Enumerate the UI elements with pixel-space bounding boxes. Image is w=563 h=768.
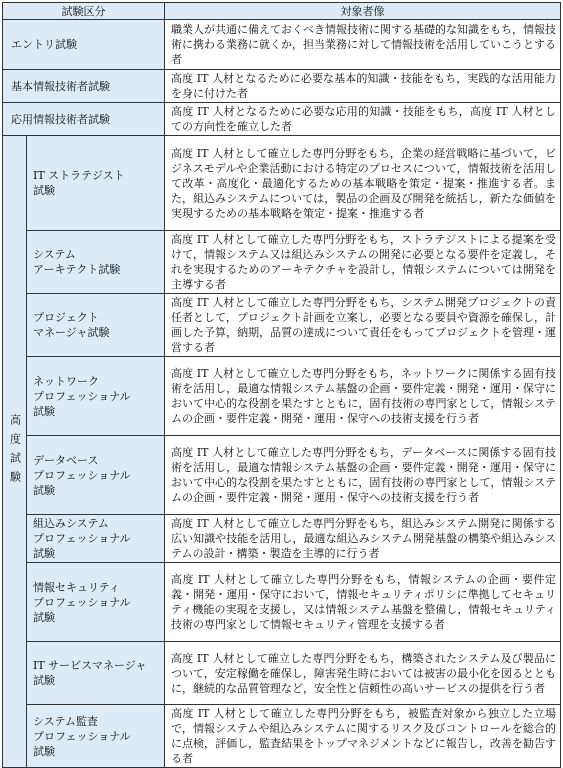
table-row	[3, 20, 561, 70]
exam-description: 高度 IT 人材となるために必要な応用的知識・技能をもち，高度 IT 人材としての方向性を確立した者	[165, 103, 561, 136]
exam-label: 基本情報技術者試験	[3, 70, 165, 103]
advanced-group-label: 高度試験	[3, 136, 27, 768]
table-row	[3, 70, 561, 103]
exam-category-table	[2, 2, 561, 768]
header-target: 対象者像	[165, 3, 561, 20]
exam-description: 高度 IT 人材として確立した専門分野をもち，ネットワークに関係する固有技術を活用し，最適な情報システム基盤の企画・要件定義・開発・運用・保守において中心的な役割を果たすとともに，固有技術の専門家として，情報システムの企画・要件定義・開発・運用・保守への技術支援を行う者	[165, 357, 561, 436]
exam-label: ネットワーク プロフェッショナル 試験	[27, 357, 165, 436]
table-row	[3, 136, 561, 231]
exam-description: 高度 IT 人材として確立した専門分野をもち，システム開発プロジェクトの責任者として，プロジェクト計画を立案し，必要となる要員や資源を確保し，計画した予算，納期，品質の達成について責任をもってプロジェクトを管理・運営する者	[165, 294, 561, 357]
exam-description: 職業人が共通に備えておくべき情報技術に関する基礎的な知識をもち，情報技術に携わる業務に就くか，担当業務に対して情報技術を活用していこうとする者	[165, 20, 561, 70]
exam-description: 高度 IT 人材として確立した専門分野をもち，被監査対象から独立した立場で，情報システムや組込みシステムに関するリスク及びコントロールを総合的に点検，評価し，監査結果をトップマネジメントなどに報告し，改善を勧告する者	[165, 705, 561, 768]
exam-description: 高度 IT 人材として確立した専門分野をもち，組込みシステム開発に関係する広い知識や技能を活用し，最適な組込みシステム開発基盤の構築や組込みシステムの設計・構築・製造を主導的に行う者	[165, 515, 561, 563]
exam-description: 高度 IT 人材として確立した専門分野をもち，構築されたシステム及び製品について，安定稼働を確保し，障害発生時においては被害の最小化を図るとともに，継続的な品質管理など，安全性と信頼性の高いサービスの提供を行う者	[165, 642, 561, 705]
exam-description: 高度 IT 人材として確立した専門分野をもち，企業の経営戦略に基づいて，ビジネスモデルや企業活動における特定のプロセスについて，情報技術を活用して改革・高度化・最適化するための基本戦略を策定・提案・推進する者。また，組込みシステムについては，製品の企画及び開発を統括し，新たな価値を実現するための基本戦略を策定・提案・推進する者	[165, 136, 561, 231]
table-row	[3, 231, 561, 294]
table-row	[3, 705, 561, 768]
exam-label: エントリ試験	[3, 20, 165, 70]
table-row	[3, 357, 561, 436]
table-row	[3, 515, 561, 563]
exam-label: 組込みシステム プロフェッショナル 試験	[27, 515, 165, 563]
table-row	[3, 436, 561, 515]
table-row	[3, 294, 561, 357]
exam-description: 高度 IT 人材として確立した専門分野をもち，ストラテジストによる提案を受けて，情報システム又は組込みシステムの開発に必要となる要件を定義し，それを実現するためのアーキテクチャを設計し，情報システムについては開発を主導する者	[165, 231, 561, 294]
exam-label: システム アーキテクト試験	[27, 231, 165, 294]
table-row	[3, 563, 561, 642]
table-header-row	[3, 3, 561, 20]
exam-description: 高度 IT 人材となるために必要な基本的知識・技能をもち，実践的な活用能力を身に付けた者	[165, 70, 561, 103]
header-category: 試験区分	[3, 3, 165, 20]
exam-label: 応用情報技術者試験	[3, 103, 165, 136]
table-row	[3, 103, 561, 136]
exam-label: IT サービスマネージャ 試験	[27, 642, 165, 705]
exam-label: IT ストラテジスト 試験	[27, 136, 165, 231]
exam-label: 情報セキュリティ プロフェッショナル 試験	[27, 563, 165, 642]
exam-description: 高度 IT 人材として確立した専門分野をもち，データベースに関係する固有技術を活用し，最適な情報システム基盤の企画・要件定義・開発・運用・保守において中心的な役割を果たすとともに，固有技術の専門家として，情報システムの企画・要件定義・開発・運用・保守への技術支援を行う者	[165, 436, 561, 515]
exam-label: プロジェクト マネージャ試験	[27, 294, 165, 357]
exam-label: データベース プロフェッショナル 試験	[27, 436, 165, 515]
table-row	[3, 642, 561, 705]
exam-label: システム監査 プロフェッショナル 試験	[27, 705, 165, 768]
exam-description: 高度 IT 人材として確立した専門分野をもち，情報システムの企画・要件定義・開発・運用・保守において，情報セキュリティポリシに準拠してセキュリティ機能の実現を支援し，又は情報システム基盤を整備し，情報セキュリティ技術の専門家として情報セキュリティ管理を支援する者	[165, 563, 561, 642]
